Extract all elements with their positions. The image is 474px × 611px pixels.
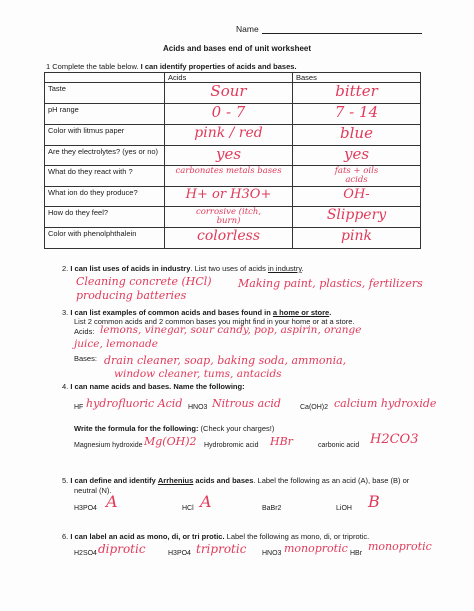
row-label: Color with phenolphthalein xyxy=(45,227,165,248)
table-row xyxy=(45,146,421,166)
q2-prompt: 2. I can list uses of acids in industry. List two uses of acids in industry. xyxy=(62,264,304,273)
q6-answer-4: monoprotic xyxy=(368,540,432,553)
base-answer: bitter xyxy=(335,82,378,100)
base-answer: blue xyxy=(340,124,373,142)
acid-answer: colorless xyxy=(197,227,260,244)
row-label: Color with litmus paper xyxy=(45,125,165,146)
q4-formula-2: HNO3 xyxy=(188,404,208,411)
q6-number: 6. xyxy=(62,532,69,541)
q6-objective-line xyxy=(62,532,369,541)
q1-instruction: 1 Complete the table below. I can identify properties of acids and bases. xyxy=(46,62,297,71)
q2-number: 2. xyxy=(62,264,69,273)
q4-name-2: Hydrobromic acid xyxy=(204,442,259,449)
base-answer: OH- xyxy=(343,186,370,202)
acid-answer: carbonates metals bases xyxy=(175,166,282,176)
q4-formula-3: Ca(OH)2 xyxy=(300,404,329,411)
acid-answer: 0 - 7 xyxy=(211,103,246,121)
q5-formula-1: H3PO4 xyxy=(74,505,97,512)
q5-objective-tail: acids and bases xyxy=(195,476,254,485)
acid-answer: pink / red xyxy=(194,125,263,141)
name-line xyxy=(262,33,422,34)
q6-formula-2: H3PO4 xyxy=(168,550,191,557)
q5-prompt-2: neutral (N). xyxy=(74,486,112,495)
row-label: What ion do they produce? xyxy=(45,186,165,206)
q5-answer-1: A xyxy=(106,492,118,511)
q6-formula-4: HBr xyxy=(350,550,363,557)
q5-formula-3: BaBr2 xyxy=(262,505,282,512)
base-answer: pink xyxy=(341,227,372,244)
q5-number: 5. xyxy=(62,476,69,485)
q5-objective-line xyxy=(62,476,409,485)
q4-name-3: carbonic acid xyxy=(318,442,360,449)
q5-answer-2: A xyxy=(200,492,212,511)
base-answer: 7 - 14 xyxy=(334,103,379,121)
table-header-acids: Acids xyxy=(165,73,293,83)
q1-objective: I can identify properties of acids and bases xyxy=(140,62,295,71)
q6-answer-2: triprotic xyxy=(196,542,247,556)
table-header-blank xyxy=(45,73,165,83)
worksheet-title: Acids and bases end of unit worksheet xyxy=(162,44,312,53)
q6-prompt: Label the following as mono, di, or triprotic. xyxy=(226,532,370,541)
name-label: Name xyxy=(236,24,259,34)
q3-bases-answer-2: window cleaner, tums, antacids xyxy=(114,368,282,380)
acid-answer: H+ or H3O+ xyxy=(185,186,272,202)
q3-acids-label: Acids: xyxy=(74,327,95,336)
row-label: pH range xyxy=(45,104,165,125)
q5-objective-underlined: Arrhenius xyxy=(157,476,194,485)
q4-objective: I can name acids and bases. Name the following: xyxy=(70,382,245,391)
table-row xyxy=(45,125,421,146)
q4-formula-1: HF xyxy=(74,404,84,411)
q5-answer-4: B xyxy=(368,492,380,511)
row-label: Are they electrolytes? (yes or no) xyxy=(45,146,165,166)
q4-formula-heading: Write the formula for the following: xyxy=(74,424,199,433)
table-row xyxy=(45,104,421,125)
base-answer: fats + oils acids xyxy=(334,166,379,185)
q3-objective: I can list examples of common acids and bases found in xyxy=(70,308,271,317)
acid-answer: corrosive (itch, burn) xyxy=(195,206,262,226)
q5-prompt: . Label the following as an acid (A), base (B) or xyxy=(253,476,410,485)
acid-answer: Sour xyxy=(210,82,247,100)
q2-underlined: in industry xyxy=(267,264,302,273)
q6-objective: I can label an acid as mono, di, or tri protic. xyxy=(70,532,225,541)
q4-formula-instruction xyxy=(74,424,274,433)
table-row xyxy=(45,166,421,187)
q4-objective-line xyxy=(62,382,245,391)
q3-objective-underlined: a home or store xyxy=(272,308,330,317)
properties-table xyxy=(44,72,421,249)
row-label: How do they feel? xyxy=(45,206,165,227)
q6-answer-3: monoprotic xyxy=(284,542,348,555)
q3-bases-label: Bases: xyxy=(74,354,97,363)
q6-answer-1: diprotic xyxy=(98,542,146,556)
q4-answer-1: hydrofluoric Acid xyxy=(86,397,183,410)
row-label: Taste xyxy=(45,83,165,104)
acid-answer: yes xyxy=(215,145,242,163)
q3-prompt: List 2 common acids and 2 common bases you might find in your home or at a store. xyxy=(74,317,355,326)
table-row xyxy=(45,206,421,227)
q4-formula-note: (Check your charges!) xyxy=(200,424,275,433)
q4-answer-3: calcium hydroxide xyxy=(334,397,437,410)
table-row xyxy=(45,186,421,206)
q5-formula-2: HCl xyxy=(182,505,194,512)
q4-name-1: Magnesium hydroxide xyxy=(74,442,143,449)
q3-acids-answer-1: lemons, vinegar, sour candy, pop, aspirin, orange xyxy=(100,324,362,336)
q4-answer-2: Nitrous acid xyxy=(212,397,281,410)
q2-objective: I can list uses of acids in industry xyxy=(70,264,191,273)
base-answer: yes xyxy=(343,145,370,163)
q3-number: 3. xyxy=(62,308,69,317)
q2-answer-b: Making paint, plastics, fertilizers xyxy=(238,277,423,290)
q3-bases-answer-1: drain cleaner, soap, baking soda, ammonia, xyxy=(104,354,347,367)
q5-objective: I can define and identify xyxy=(70,476,156,485)
q4-formula-answer-2: HBr xyxy=(270,435,293,448)
q2-answer-c: producing batteries xyxy=(76,289,187,302)
q4-number: 4. xyxy=(62,382,69,391)
q3-acids-answer-2: juice, lemonade xyxy=(74,338,158,350)
q4-formula-answer-1: Mg(OH)2 xyxy=(144,435,197,448)
table-row xyxy=(45,227,421,248)
table-header-bases: Bases xyxy=(293,73,421,83)
q6-formula-3: HNO3 xyxy=(262,550,282,557)
q2-prompt-text: . List two uses of acids xyxy=(190,264,266,273)
q3-objective-line: 3. I can list examples of common acids and bases found in a home or store. xyxy=(62,308,332,317)
base-answer: Slippery xyxy=(326,206,387,223)
q5-formula-4: LiOH xyxy=(336,505,352,512)
q6-formula-1: H2SO4 xyxy=(74,550,97,557)
table-row xyxy=(45,83,421,104)
row-label: What do they react with ? xyxy=(45,166,165,187)
q1-number-text: 1 Complete the table below. xyxy=(46,62,139,71)
q4-formula-answer-3: H2CO3 xyxy=(370,432,419,447)
q2-answer-a: Cleaning concrete (HCl) xyxy=(76,275,212,288)
